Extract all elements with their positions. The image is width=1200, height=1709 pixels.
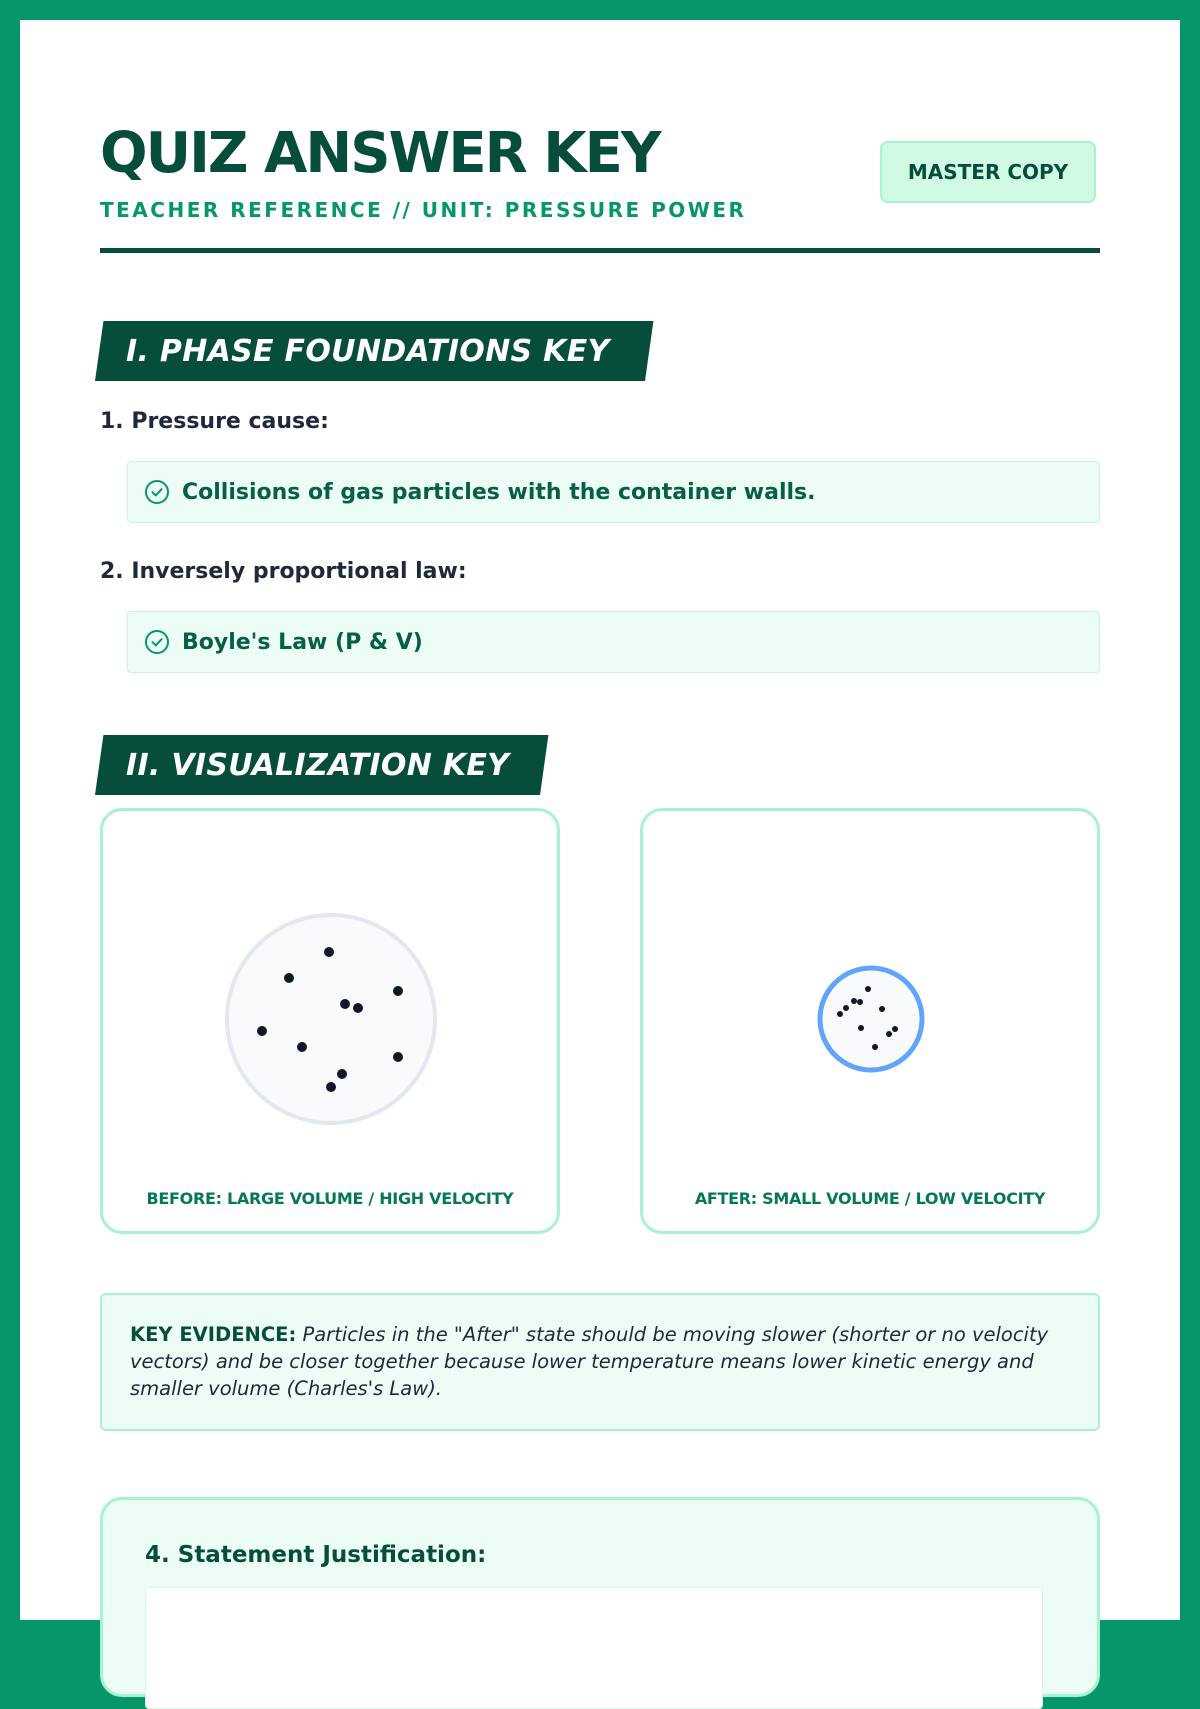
particle	[858, 1025, 864, 1031]
section-2-header	[100, 735, 509, 795]
particle	[843, 1005, 849, 1011]
question-2-answer	[127, 611, 1100, 673]
check-circle-icon	[144, 629, 170, 655]
before-diagram	[103, 811, 563, 1237]
particle	[326, 1082, 336, 1092]
justification-answer-box	[145, 1587, 1043, 1709]
header-divider	[100, 248, 1100, 253]
answer-1-text: Collisions of gas particles with the container walls.	[182, 479, 816, 505]
section-1-header	[100, 321, 610, 381]
answer-2-text: Boyle's Law (P & V)	[182, 629, 423, 655]
section-1-title: I. PHASE FOUNDATIONS KEY	[126, 333, 610, 369]
check-circle-icon	[144, 479, 170, 505]
particle	[879, 1006, 885, 1012]
master-copy-badge: MASTER COPY	[880, 141, 1096, 203]
particle	[257, 1026, 267, 1036]
after-caption: AFTER: SMALL VOLUME / LOW VELOCITY	[694, 1189, 1046, 1208]
particle	[851, 998, 857, 1004]
particle	[857, 999, 863, 1005]
before-caption: BEFORE: LARGE VOLUME / HIGH VELOCITY	[146, 1189, 514, 1208]
particle	[284, 973, 294, 983]
section-2-title: II. VISUALIZATION KEY	[126, 747, 510, 783]
particle	[872, 1044, 878, 1050]
particle	[353, 1003, 363, 1013]
particle	[393, 1052, 403, 1062]
statement-justification-card	[100, 1497, 1100, 1697]
particle	[297, 1042, 307, 1052]
particle	[892, 1026, 898, 1032]
page-title: QUIZ ANSWER KEY	[100, 121, 660, 186]
question-1-label: 1. Pressure cause:	[100, 409, 329, 434]
question-2-label: 2. Inversely proportional law:	[100, 559, 467, 584]
particle	[837, 1011, 843, 1017]
key-evidence-label: KEY EVIDENCE:	[130, 1323, 297, 1346]
answer-key-page	[20, 20, 1180, 1620]
question-4-label: 4. Statement Justification:	[145, 1542, 487, 1568]
particle	[324, 947, 334, 957]
key-evidence-box	[100, 1293, 1100, 1431]
key-evidence-text: Particles in the "After" state should be moving slower (shorter or no velocity vectors) and be closer together because lower temperature means lower kinetic energy and smaller volume (Charles's Law).	[130, 1323, 1049, 1400]
particle	[393, 986, 403, 996]
particle	[865, 986, 871, 992]
after-visualization-card	[640, 808, 1100, 1234]
question-1-answer	[127, 461, 1100, 523]
particle	[886, 1031, 892, 1037]
after-diagram	[643, 811, 1103, 1237]
page-subtitle: TEACHER REFERENCE // UNIT: PRESSURE POWER	[100, 198, 747, 222]
particle	[337, 1069, 347, 1079]
particle	[340, 999, 350, 1009]
after-container-circle	[820, 968, 922, 1070]
before-visualization-card	[100, 808, 560, 1234]
